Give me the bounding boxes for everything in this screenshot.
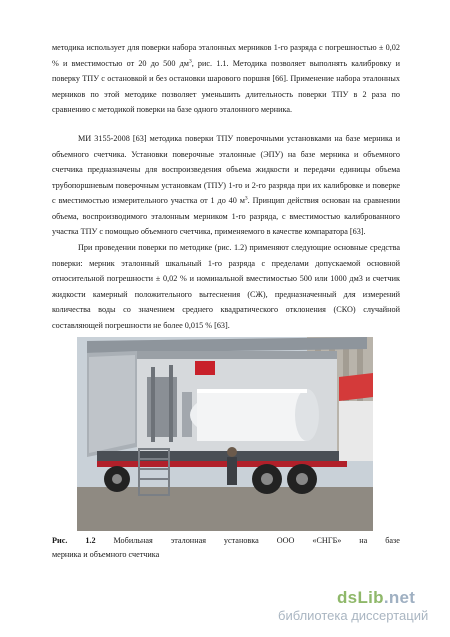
caption-word: эталонная xyxy=(170,536,206,545)
caption-word: ООО xyxy=(276,536,295,545)
paragraph-2-text-b: . Принцип действия основан на сравнении объема, воспроизводимого эталонным мерником 1-го разряда, с вместимостью калиброванного участка ТПУ с помощью объемного счетчика, применяемого в качестве компаратора [63]. xyxy=(52,196,401,236)
caption-word: базе xyxy=(385,536,400,545)
superscript: 3 xyxy=(244,195,248,202)
paragraph-3-text: При проведении поверки по методике (рис. 1.2) применяют следующие основные средства поверки: мерник эталонный шкальный 1-го разряда с пределами допускаемой основной относительной погрешности ± 0,02 % и номинальной вместимостью 500 или 1000 дм3 и счетчик жидкости камерный положительного вытеснения (СЖ), предназначенный для измерений количества воды со значением среднего квадратического отклонения (СКО) случайной составляющей погрешности не более 0,015 % [63]. xyxy=(52,243,400,330)
caption-word: «СНГБ» xyxy=(312,536,342,545)
caption-word: Мобильная xyxy=(113,536,153,545)
paragraph-1-text-a: методика использует для поверки набора эталонных мерников 1-го разряда с погрешностью ± 0,02 % и вместимостью от 20 до 500 дм xyxy=(52,43,400,68)
paragraph-1 xyxy=(52,40,400,118)
figure-truck-photo xyxy=(77,337,373,531)
paragraph-3 xyxy=(52,240,400,333)
figure-caption-line2: мерника и объемного счетчика xyxy=(52,550,160,559)
figure-caption-line1 xyxy=(52,535,400,547)
paragraph-2 xyxy=(52,131,400,240)
truck-illustration xyxy=(77,337,373,531)
watermark-logo-main: dsLib xyxy=(337,588,384,607)
watermark-subtitle: библиотека диссертаций xyxy=(278,608,429,623)
superscript: 3 xyxy=(188,57,192,64)
caption-word: на xyxy=(359,536,368,545)
watermark-logo-tld: .net xyxy=(383,588,416,607)
caption-number: 1.2 xyxy=(85,536,96,545)
watermark-logo xyxy=(337,588,415,608)
caption-label: Рис. xyxy=(52,536,68,545)
paragraph-1-text-b: , рис. 1.1. Методика позволяет выполнять калибровку и поверку ТПУ с остановкой и без остановки шарового поршня [66]. Применение набора эталонных мерников по этой методике позволяет уменьшить длительность поверки ТПУ в 2 раза по сравнению с методикой поверки на базе одного эталонного мерника. xyxy=(52,58,400,114)
caption-word: установка xyxy=(223,536,259,545)
paragraph-2-text-a: МИ 3155-2008 [63] методика поверки ТПУ поверочными установками на базе мерника и объемного счетчика. Установки поверочные эталонные (ЭПУ) на базе мерника и объемного счетчика предназначены для воспроизведения объема жидкости и передачи единицы объема трубопоршневым поверочным установкам (ТПУ) 1-го и 2-го разряда при их калибровке и поверке с вместимостью измерительного участка от 1 до 40 м xyxy=(52,134,400,205)
